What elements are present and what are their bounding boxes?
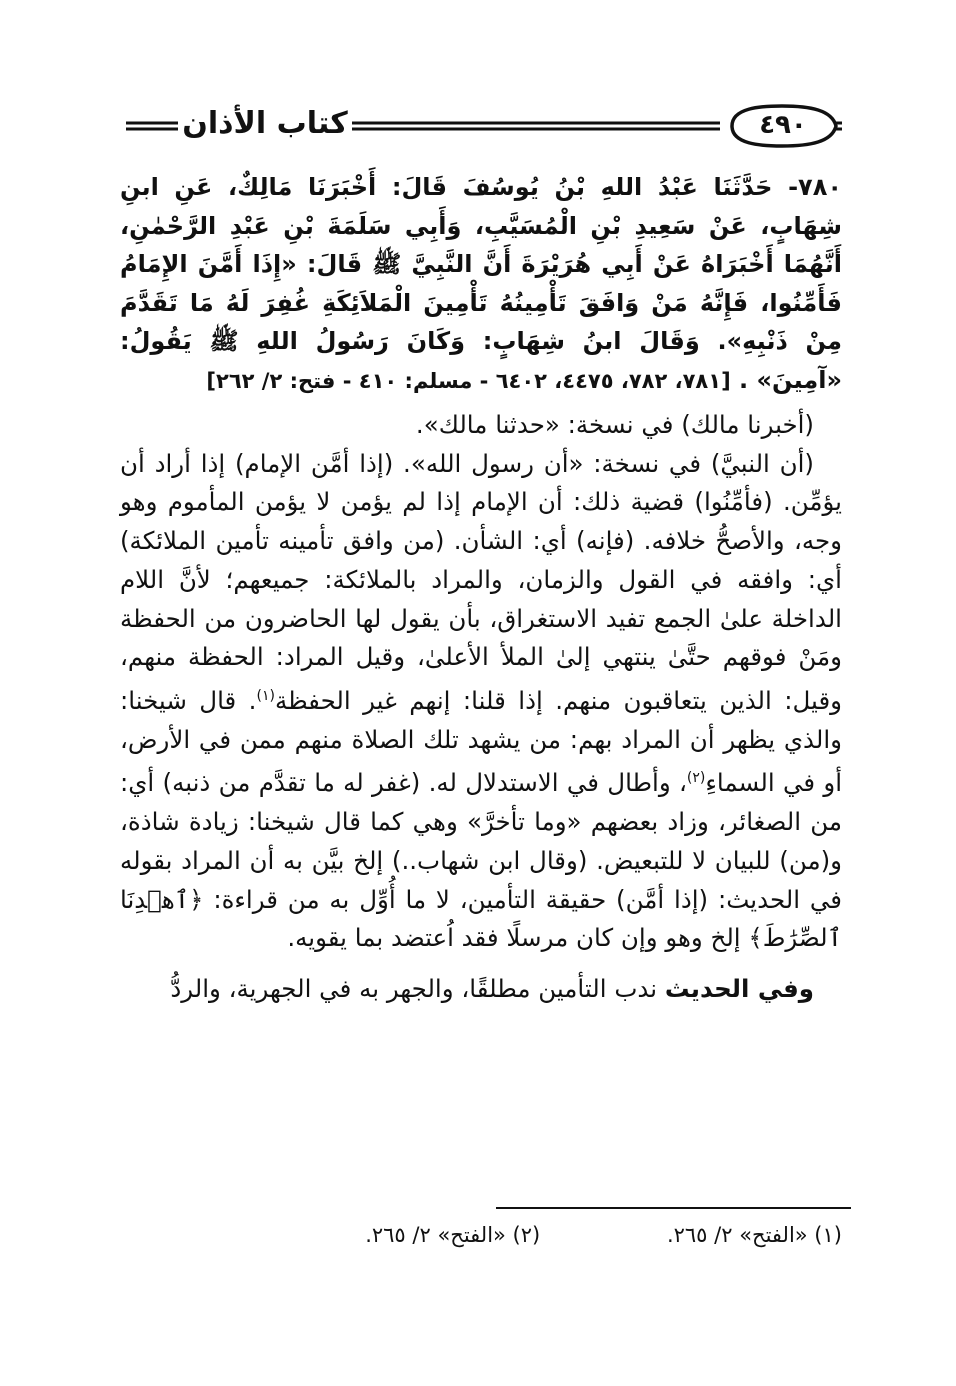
page-header bbox=[120, 98, 842, 154]
hadith-text-block bbox=[120, 168, 842, 400]
footnote-1: (١) «الفتح» ٢/ ٢٦٥. bbox=[666, 1223, 842, 1247]
footnote-2: (٢) «الفتح» ٢/ ٢٦٥. bbox=[365, 1223, 541, 1247]
commentary-paragraph bbox=[120, 445, 842, 958]
hadith-text: ٧٨٠- حَدَّثَنَا عَبْدُ اللهِ بْنُ يُوسُفَ قَالَ: أَخْبَرَنَا مَالِكٌ، عَنِ ابنِ شِهَابٍ، عَنْ سَعِيدِ بْنِ الْمُسَيَّبِ، وَأَبِي سَلَمَةَ بْنِ عَبْدِ الرَّحْمٰنِ، أَنَّهُمَا أَخْبَرَاهُ عَنْ أَبِي هُرَيْرَةَ أَنَّ النَّبِيَّ ﷺ قَالَ: «إِذَا أَمَّنَ الإِمَامُ فَأَمِّنُوا، فَإِنَّهُ مَنْ وَافَقَ تَأْمِينُهُ تَأْمِينَ الْمَلاَئِكَةِ غُفِرَ لَهُ مَا تَقَدَّمَ مِنْ ذَنْبِهِ». وَقَالَ ابنُ شِهَابٍ: وَكَانَ رَسُولُ اللهِ ﷺ يَقُولُ: «آمِينَ» . bbox=[120, 173, 842, 394]
commentary-text: ، وأطال في الاستدلال له. (غفر له ما تقدَّم من ذنبه) أي: من الصغائر، وزاد بعضهم «وما تأخرَّ» وهي كما قال شيخنا: زيادة شاذة، و(من) للبيان لا للتبعيض. (وقال ابن شهاب..) إلخ بيَّن به أن المراد بقوله في الحديث: (إذا أمَّن) حقيقة التأمين، لا ما أُوِّل به من قراءة: ﴿ٱهۡدِنَا ٱلصِّرَٰطَ﴾ إلخ وهو وإن كان مرسلًا فقد اُعتضد بما يقويه. bbox=[120, 768, 842, 953]
commentary-text: . قال شيخنا: والذي يظهر أن المراد بهم: من يشهد تلك الصلاة منهم ممن في الأرض، أو في السماءِ bbox=[120, 686, 843, 798]
page-number: ٤٩٠ bbox=[759, 110, 807, 140]
hadith-references: [٧٨١، ٧٨٢، ٤٤٧٥، ٦٤٠٢ - مسلم: ٤١٠ - فتح: ٢/ ٢٦٢] bbox=[206, 368, 731, 393]
footnote-divider bbox=[496, 1207, 851, 1209]
book-title: كتاب الأذان bbox=[180, 106, 350, 142]
footnote-marker: (٢) bbox=[686, 770, 706, 787]
footnotes bbox=[120, 1218, 842, 1252]
footnote-marker: (١) bbox=[256, 687, 275, 704]
commentary-block bbox=[120, 406, 842, 1009]
commentary-paragraph bbox=[120, 970, 842, 1009]
commentary-paragraph bbox=[120, 406, 842, 445]
commentary-text: (أخبرنا مالك) في نسخة: «حدثنا مالك». bbox=[415, 410, 814, 439]
commentary-bold-lead: وفي الحديث bbox=[664, 974, 814, 1004]
commentary-text: ندب التأمين مطلقًا، والجهر به في الجهرية، والردُّ bbox=[170, 974, 665, 1004]
commentary-text: (أن النبيَّ) في نسخة: «أن رسول الله». (إذا أمَّن الإمام) إذا أراد أن يؤمِّن. (فأمِّنُوا) قضية ذلك: أن الإمام إذا لم يؤمن لا يؤمن المأموم وهو وجه، والأصحُّ خلافه. (فإنه) أي: الشأن. (من وافق تأمينه تأمين الملائكة) أي: وافقه في القول والزمان، والمراد بالملائكة: جميعهم؛ لأنَّ اللام الداخلة علىٰ الجمع تفيد الاستغراق، بأن يقول لها الحاضرون من الحفظة ومَنْ فوقهم حتَّىٰ ينتهي إلىٰ الملأ الأعلىٰ، وقيل المراد: الحفظة منهم، وقيل: الذين يتعاقبون منهم. إذا قلنا: إنهم غير الحفظة bbox=[120, 448, 842, 716]
